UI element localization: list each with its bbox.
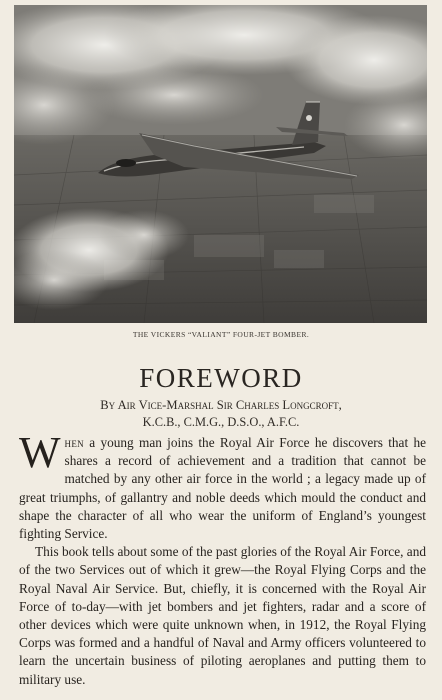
drop-cap: W xyxy=(19,428,61,477)
author-credentials: K.C.B., C.M.G., D.S.O., A.F.C. xyxy=(142,415,300,429)
aircraft-photo xyxy=(14,5,427,323)
page-title: FOREWORD xyxy=(139,363,303,393)
paragraph-2: This book tells about some of the past glories of the Royal Air Force, and of the two Services out of which it grew—the Royal Flying Corps and the Royal Naval Air Service. But, chiefly, it is concerned with the Royal Air Force of to-day—with jet bombers and jet fighters, radar and a score of other devices which were quite unknown when, in 1912, the Royal Flying Corps was formed and a handful of Naval and Army officers volunteered to learn the uncertain business of piloting aeroplanes and putting them to military use. xyxy=(19,544,426,687)
aircraft-photo-illustration xyxy=(14,5,427,323)
author-name: By Air Vice-Marshal Sir Charles Longcroft, xyxy=(100,398,342,412)
paragraph-1 xyxy=(19,428,426,543)
author-byline xyxy=(0,397,442,431)
lead-word: hen xyxy=(64,435,84,450)
paragraph-1-text: a young man joins the Royal Air Force he discovers that he shares a record of achievement and a tradition that cannot be matched by any other air force in the world ; a legacy made up of great triumphs, of gallantry and noble deeds which mould the conduct and shape the character of all who wear the uniform of England’s youngest fighting Service. xyxy=(19,435,426,542)
foreword-text xyxy=(19,428,426,689)
photo-caption: THE VICKERS “VALIANT” FOUR-JET BOMBER. xyxy=(132,330,310,339)
